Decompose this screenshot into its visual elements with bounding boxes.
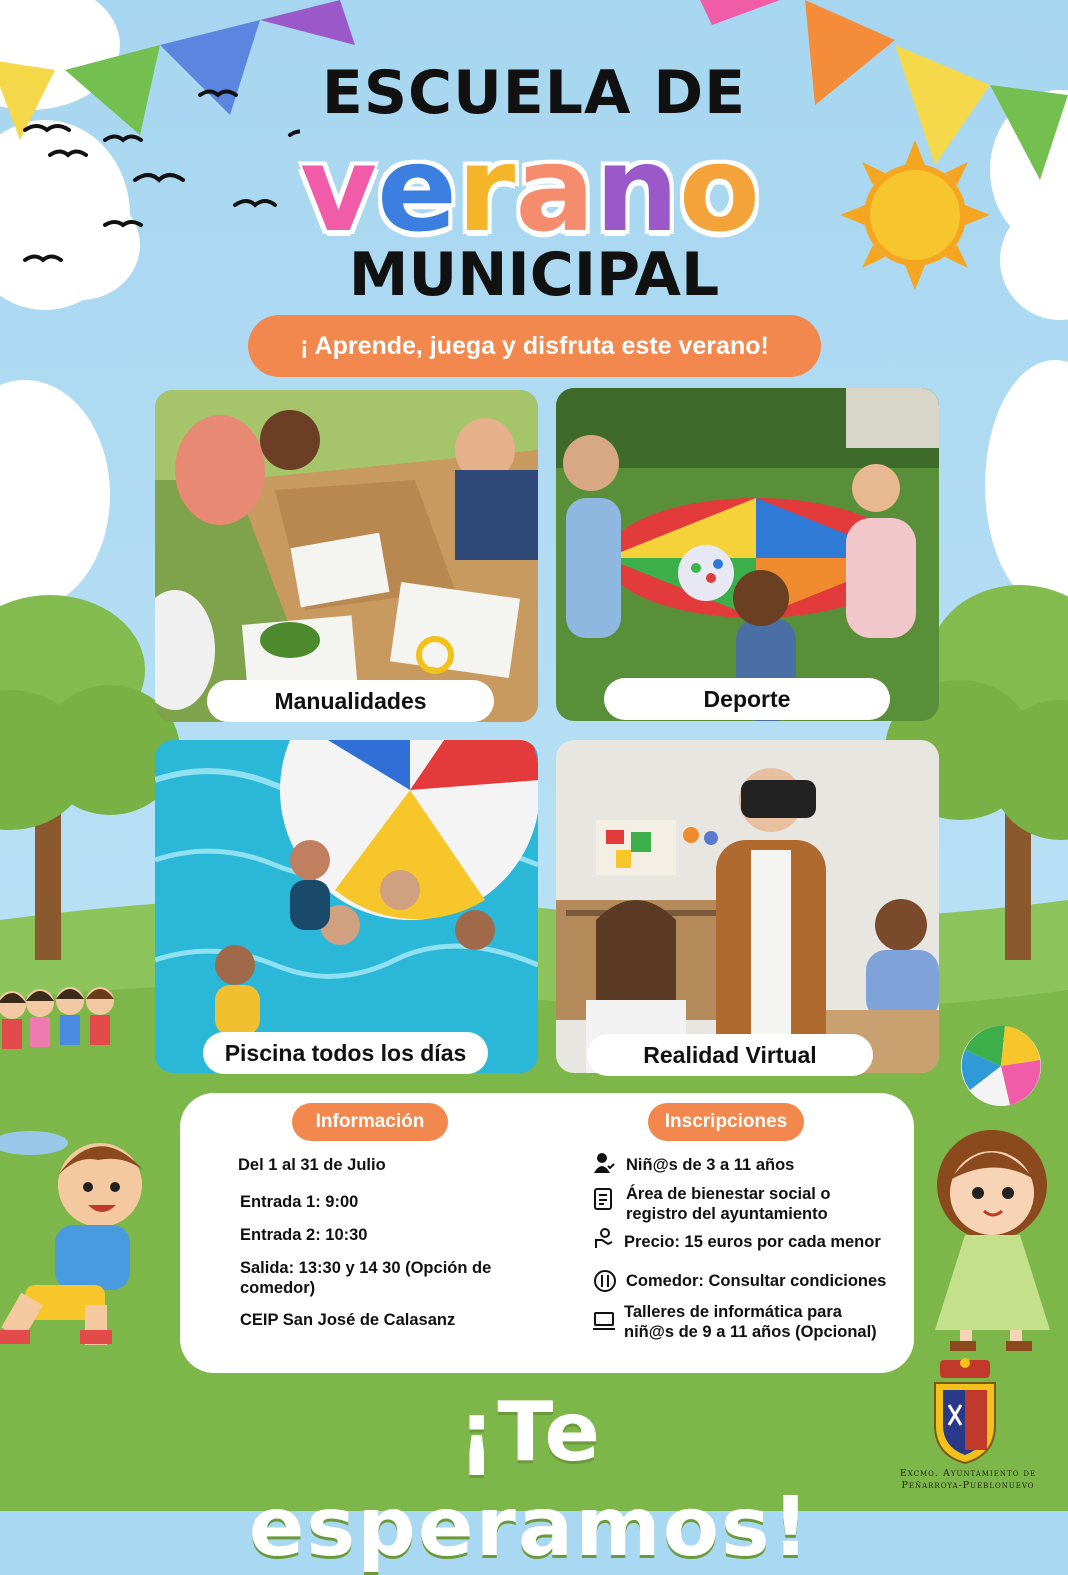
beach-ball-icon (960, 1025, 1042, 1107)
municipal-crest-logo (925, 1355, 1005, 1465)
slogan: ¡Te esperamos! (248, 1385, 812, 1575)
title-verano (230, 120, 830, 258)
info-line-entrada-2: Entrada 2: 10:30 (240, 1226, 368, 1244)
photo-realidad-virtual (556, 740, 939, 1073)
girl-illustration (920, 1115, 1068, 1355)
verano-letter: a (515, 120, 595, 258)
boy-with-plane-illustration (0, 1125, 165, 1350)
kids-group-illustration (0, 985, 125, 1065)
money-hand-icon (593, 1228, 615, 1250)
inscripcion-comedor: Comedor: Consultar condiciones (626, 1272, 887, 1290)
form-icon (593, 1188, 615, 1210)
info-line-fechas: Del 1 al 31 de Julio (238, 1156, 386, 1174)
verano-letter: v (300, 120, 377, 258)
caption-realidad-virtual: Realidad Virtual (587, 1034, 873, 1076)
heading-informacion: Información (292, 1103, 448, 1141)
verano-letter: r (457, 120, 516, 258)
info-line-lugar: CEIP San José de Calasanz (240, 1311, 456, 1329)
title-line-3: MUNICIPAL (348, 240, 720, 310)
inscripcion-talleres: Talleres de informática para niñ@s de 9 a 11 años (Opcional) (624, 1303, 877, 1341)
info-line-salida: Salida: 13:30 y 14 30 (Opción de comedor) (240, 1259, 492, 1297)
tagline-banner: ¡ Aprende, juega y disfruta este verano! (248, 315, 821, 377)
organization-line-2: Peñarroya-Pueblonuevo (901, 1480, 1035, 1491)
organization-name (868, 1468, 1068, 1492)
verano-letter: e (376, 120, 457, 258)
caption-piscina: Piscina todos los días (203, 1032, 488, 1074)
inscripcion-lugar: Área de bienestar social o registro del ayuntamiento (626, 1185, 831, 1223)
person-icon (593, 1152, 615, 1174)
inscripcion-precio: Precio: 15 euros por cada menor (624, 1233, 881, 1251)
verano-letter: n (594, 120, 679, 258)
computer-icon (593, 1310, 615, 1332)
cutlery-icon (594, 1270, 616, 1292)
organization-line-1: Excmo. Ayuntamiento de (899, 1468, 1037, 1479)
inscripcion-edad: Niñ@s de 3 a 11 años (626, 1156, 795, 1174)
heading-inscripciones: Inscripciones (648, 1103, 804, 1141)
verano-letter: o (678, 120, 760, 258)
photo-manualidades (155, 390, 538, 722)
caption-manualidades: Manualidades (207, 680, 494, 722)
photo-deporte (556, 388, 939, 721)
photo-piscina (155, 740, 538, 1073)
title-line-1: ESCUELA DE (321, 58, 747, 128)
info-line-entrada-1: Entrada 1: 9:00 (240, 1193, 359, 1211)
caption-deporte: Deporte (604, 678, 890, 720)
